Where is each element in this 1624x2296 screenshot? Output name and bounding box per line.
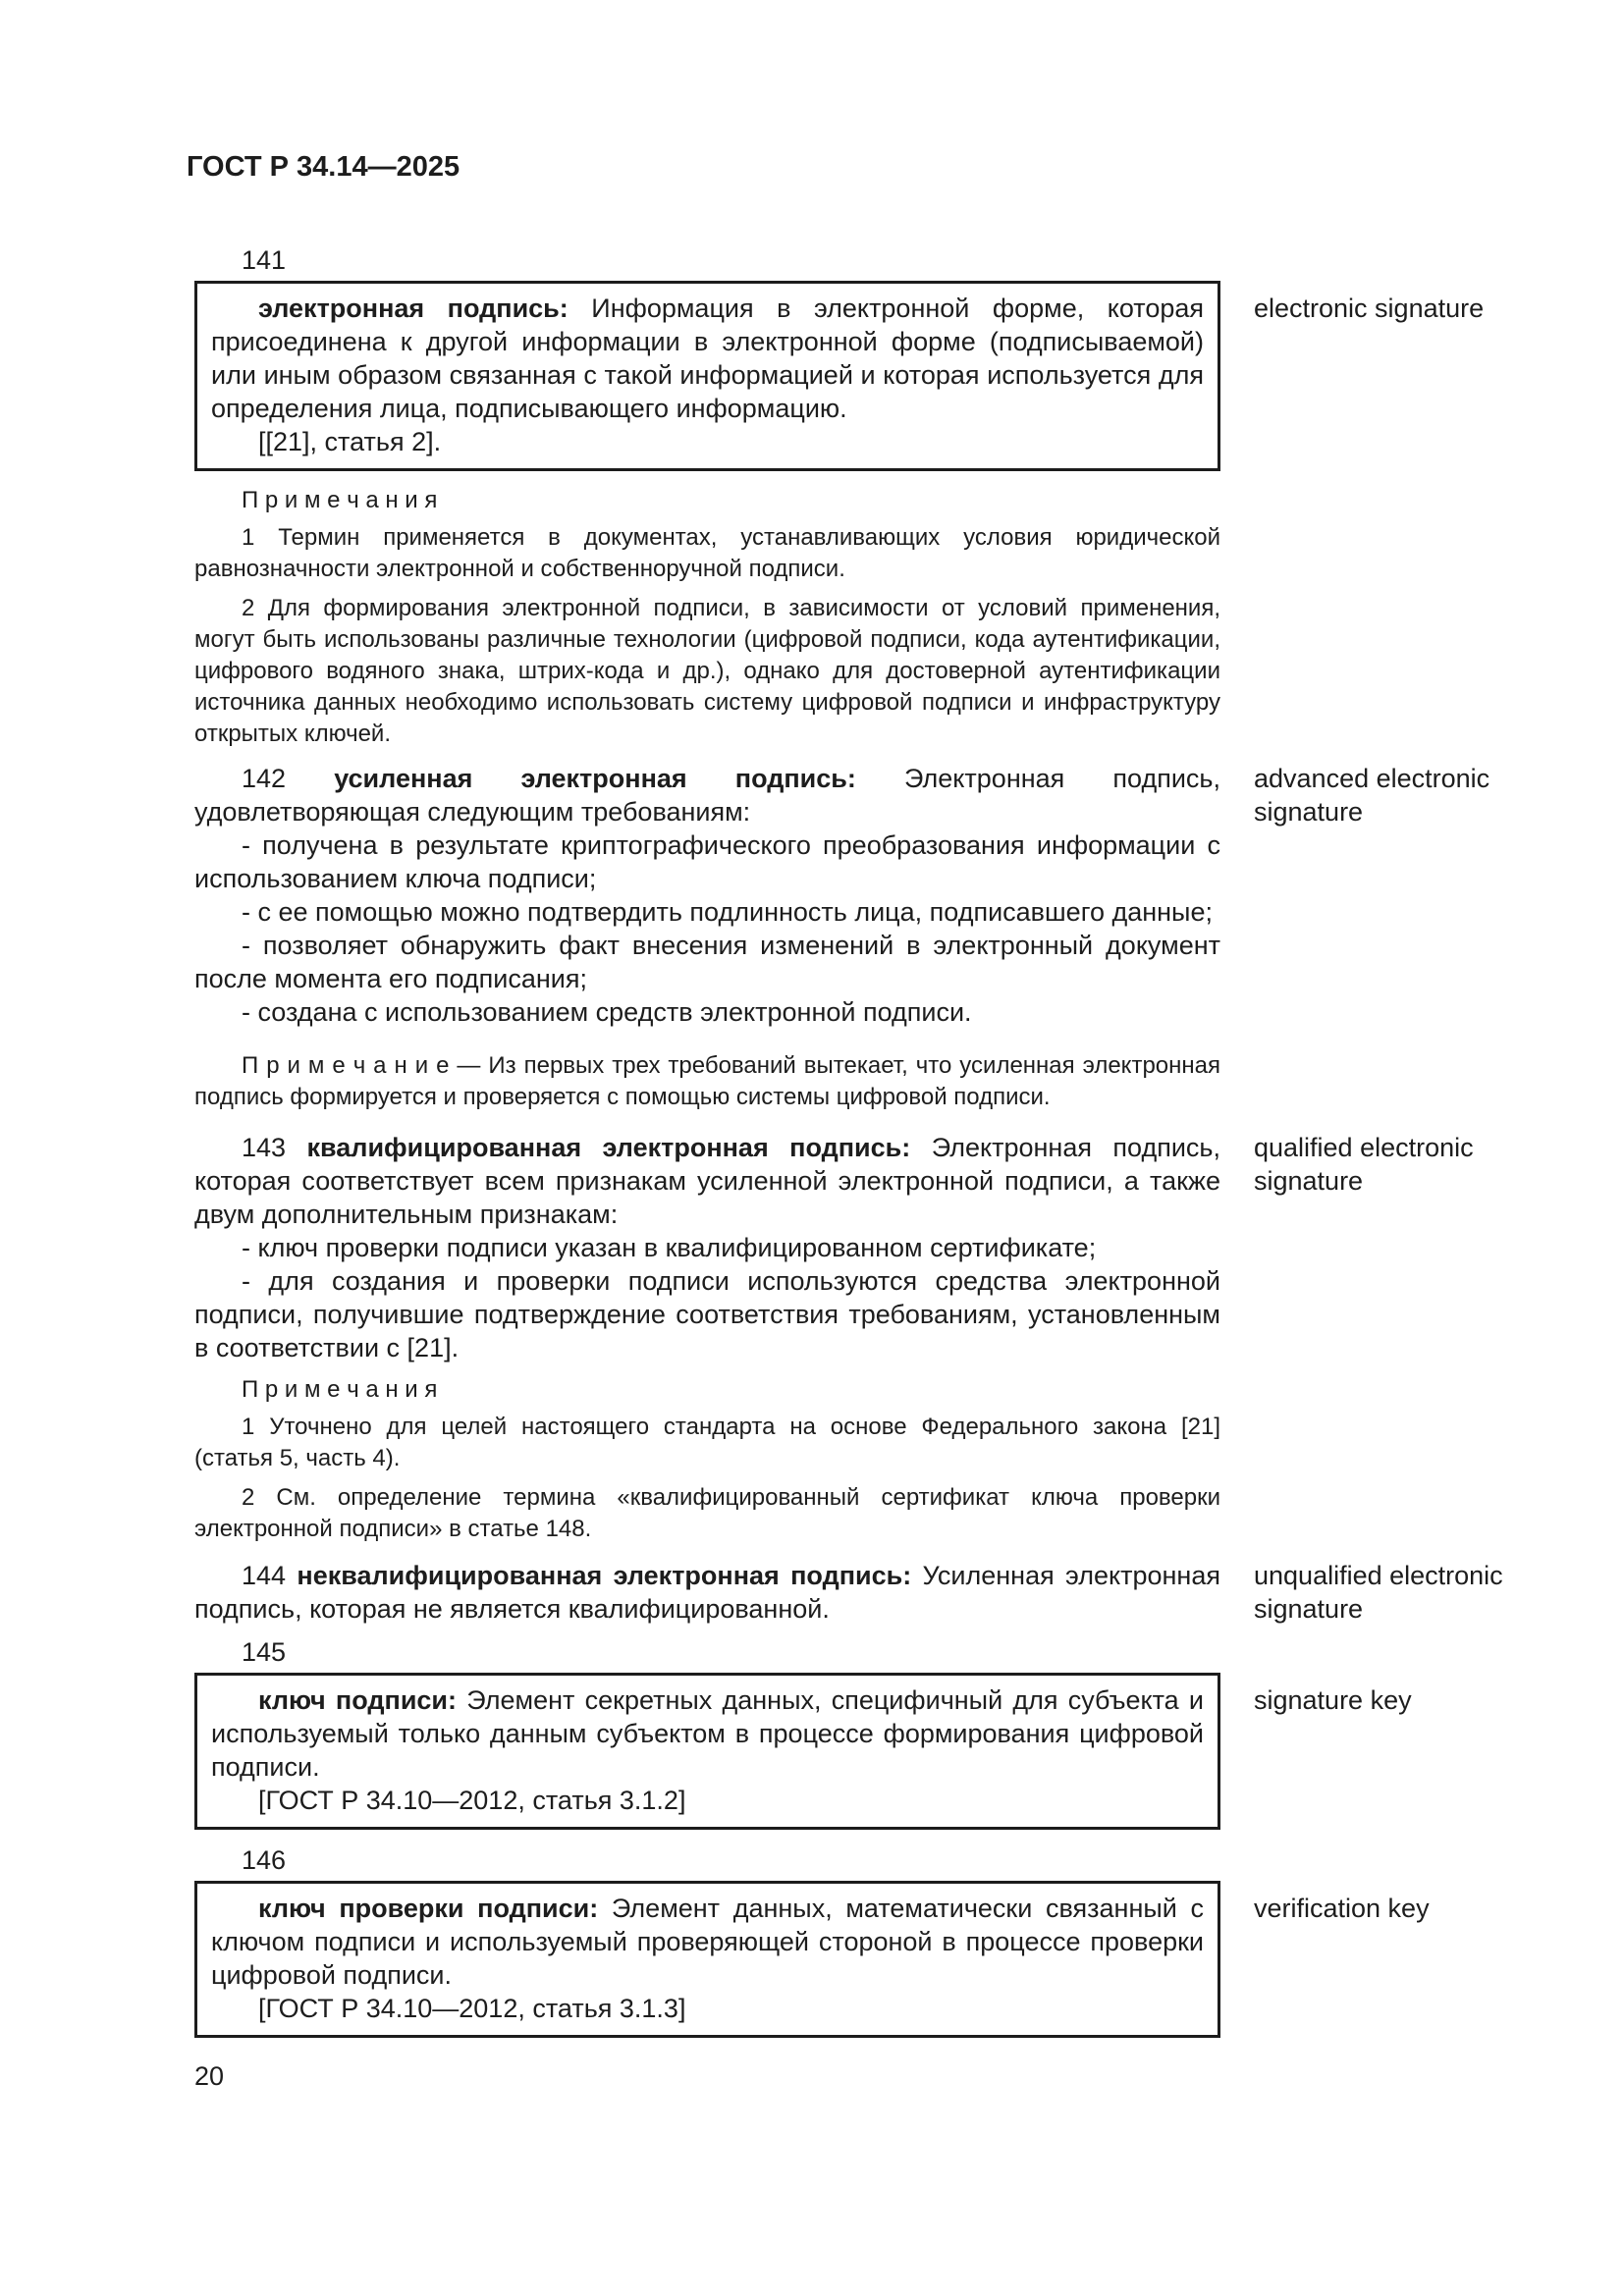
term-141-number-main <box>194 243 1220 277</box>
term-number-142: 142 <box>242 764 335 793</box>
term-141-term: электронная подпись: <box>258 294 568 323</box>
term-145-paragraph <box>211 1683 1204 1784</box>
term-143-bullet-1: - ключ проверки подписи указан в квалифицированном сертификате; <box>242 1233 1097 1262</box>
term-143-definition: Электронная подпись, которая соответствует всем признакам усиленной электронной подписи, а также двум дополнительным признакам: <box>194 1133 1221 1229</box>
term-143-notes-main <box>194 1374 1220 1545</box>
term-143-bullet-2: - для создания и проверки подписи используются средства электронной подписи, получившие подтверждение соответствия требованиям, установленным в соответствии с [21]. <box>194 1266 1220 1362</box>
term-141-number-row <box>194 243 1624 277</box>
note-143-1: 1 Уточнено для целей настоящего стандарта на основе Федерального закона [21] (статья 5, часть 4). <box>194 1414 1220 1471</box>
term-144-translation: unqualified electronic signature <box>1254 1561 1503 1624</box>
term-145-number-main <box>194 1635 1220 1669</box>
note-141-2: 2 Для формирования электронной подписи, в зависимости от условий применения, могут быть использованы различные технологии (цифровой подписи, кода аутентификации, цифрового водяного знака, штрих-кода и др.), однако для достоверной аутентификации источника данных необходимо использовать систему цифровой подписи и инфраструктуру открытых ключей. <box>194 595 1220 747</box>
term-number-143: 143 <box>242 1133 307 1162</box>
note-141-1: 1 Термин применяется в документах, устанавливающих условия юридической равнозначности электронной и собственноручной подписи. <box>194 524 1220 582</box>
term-146-source: [ГОСТ Р 34.10—2012, статья 3.1.3] <box>258 1994 686 2023</box>
term-146-main <box>194 1881 1220 2038</box>
term-143-term: квалифицированная электронная подпись: <box>306 1133 911 1162</box>
term-141-translation: electronic signature <box>1254 294 1485 323</box>
term-141-notes-main <box>194 485 1220 750</box>
term-142-main <box>194 762 1220 1029</box>
term-142-bullet-4: - создана с использованием средств электронной подписи. <box>242 997 972 1027</box>
term-146-paragraph <box>211 1892 1204 1992</box>
note-142 <box>194 1050 1220 1113</box>
term-142-paragraph <box>194 762 1220 828</box>
term-142-note-row <box>194 1050 1624 1113</box>
notes-heading-143: П р и м е ч а н и я <box>242 1376 438 1403</box>
term-142-row <box>194 762 1624 1029</box>
term-146-definition: Элемент данных, математически связанный с ключом подписи и используемый проверяющей стороной в процессе проверки цифровой подписи. <box>211 1894 1204 1990</box>
term-143-translation: qualified electronic signature <box>1254 1133 1474 1196</box>
notes-heading-141: П р и м е ч а н и я <box>242 487 438 513</box>
term-144-paragraph <box>194 1559 1220 1626</box>
term-number-146: 146 <box>242 1845 287 1875</box>
term-number-141: 141 <box>242 245 287 275</box>
term-145-number-row <box>194 1635 1624 1669</box>
term-143-notes-row <box>194 1374 1624 1545</box>
page-number: 20 <box>194 2061 225 2091</box>
term-144-term: неквалифицированная электронная подпись: <box>297 1561 912 1590</box>
term-146-row <box>194 1881 1624 2038</box>
note-142-text: — Из первых трех требований вытекает, что усиленная электронная подпись формируется и проверяется с помощью системы цифровой подписи. <box>194 1052 1220 1110</box>
term-145-main <box>194 1673 1220 1830</box>
term-143-paragraph <box>194 1131 1220 1231</box>
term-144-row <box>194 1559 1624 1626</box>
term-145-term: ключ подписи: <box>258 1685 458 1715</box>
term-number-144: 144 <box>242 1561 298 1590</box>
term-141-definition: Информация в электронной форме, которая присоединена к другой информации в электронной форме (подписываемой) или иным образом связанная с такой информацией и которая используется для определения лица, подписывающего информацию. <box>211 294 1204 423</box>
term-141-notes-row <box>194 485 1624 750</box>
term-144-main <box>194 1559 1220 1626</box>
term-144-definition: Усиленная электронная подпись, которая не является квалифицированной. <box>194 1561 1220 1624</box>
term-141-row <box>194 281 1624 471</box>
term-143-row <box>194 1131 1624 1364</box>
term-141-main <box>194 281 1220 471</box>
term-145-row <box>194 1673 1624 1830</box>
term-142-bullet-2: - с ее помощью можно подтвердить подлинность лица, подписавшего данные; <box>242 897 1213 927</box>
term-146-box <box>194 1881 1220 2038</box>
term-number-145: 145 <box>242 1637 287 1667</box>
term-145-box <box>194 1673 1220 1830</box>
term-141-source: [[21], статья 2]. <box>258 427 442 456</box>
term-142-note-main <box>194 1050 1220 1113</box>
term-146-number-row <box>194 1843 1624 1877</box>
term-141-box <box>194 281 1220 471</box>
term-145-source: [ГОСТ Р 34.10—2012, статья 3.1.2] <box>258 1786 686 1815</box>
term-143-main <box>194 1131 1220 1364</box>
term-146-term: ключ проверки подписи: <box>258 1894 599 1923</box>
term-145-definition: Элемент секретных данных, специфичный для субъекта и используемый только данным субъектом в процессе формирования цифровой подписи. <box>211 1685 1204 1782</box>
term-142-bullet-1: - получена в результате криптографического преобразования информации с использованием ключа подписи; <box>194 830 1220 893</box>
term-142-definition: Электронная подпись, удовлетворяющая следующим требованиям: <box>194 764 1220 827</box>
term-145-translation: signature key <box>1254 1685 1412 1715</box>
note-143-2: 2 См. определение термина «квалифицированный сертификат ключа проверки электронной подписи» в статье 148. <box>194 1484 1220 1542</box>
term-142-term: усиленная электронная подпись: <box>334 764 856 793</box>
term-142-translation: advanced electronic signature <box>1254 764 1490 827</box>
term-142-bullet-3: - позволяет обнаружить факт внесения изменений в электронный документ после момента его подписания; <box>194 931 1220 993</box>
note-142-label: П р и м е ч а н и е <box>242 1052 450 1079</box>
header-title: ГОСТ Р 34.14—2025 <box>187 151 460 183</box>
term-141-paragraph <box>211 292 1204 425</box>
term-146-number-main <box>194 1843 1220 1877</box>
term-146-translation: verification key <box>1254 1894 1430 1923</box>
